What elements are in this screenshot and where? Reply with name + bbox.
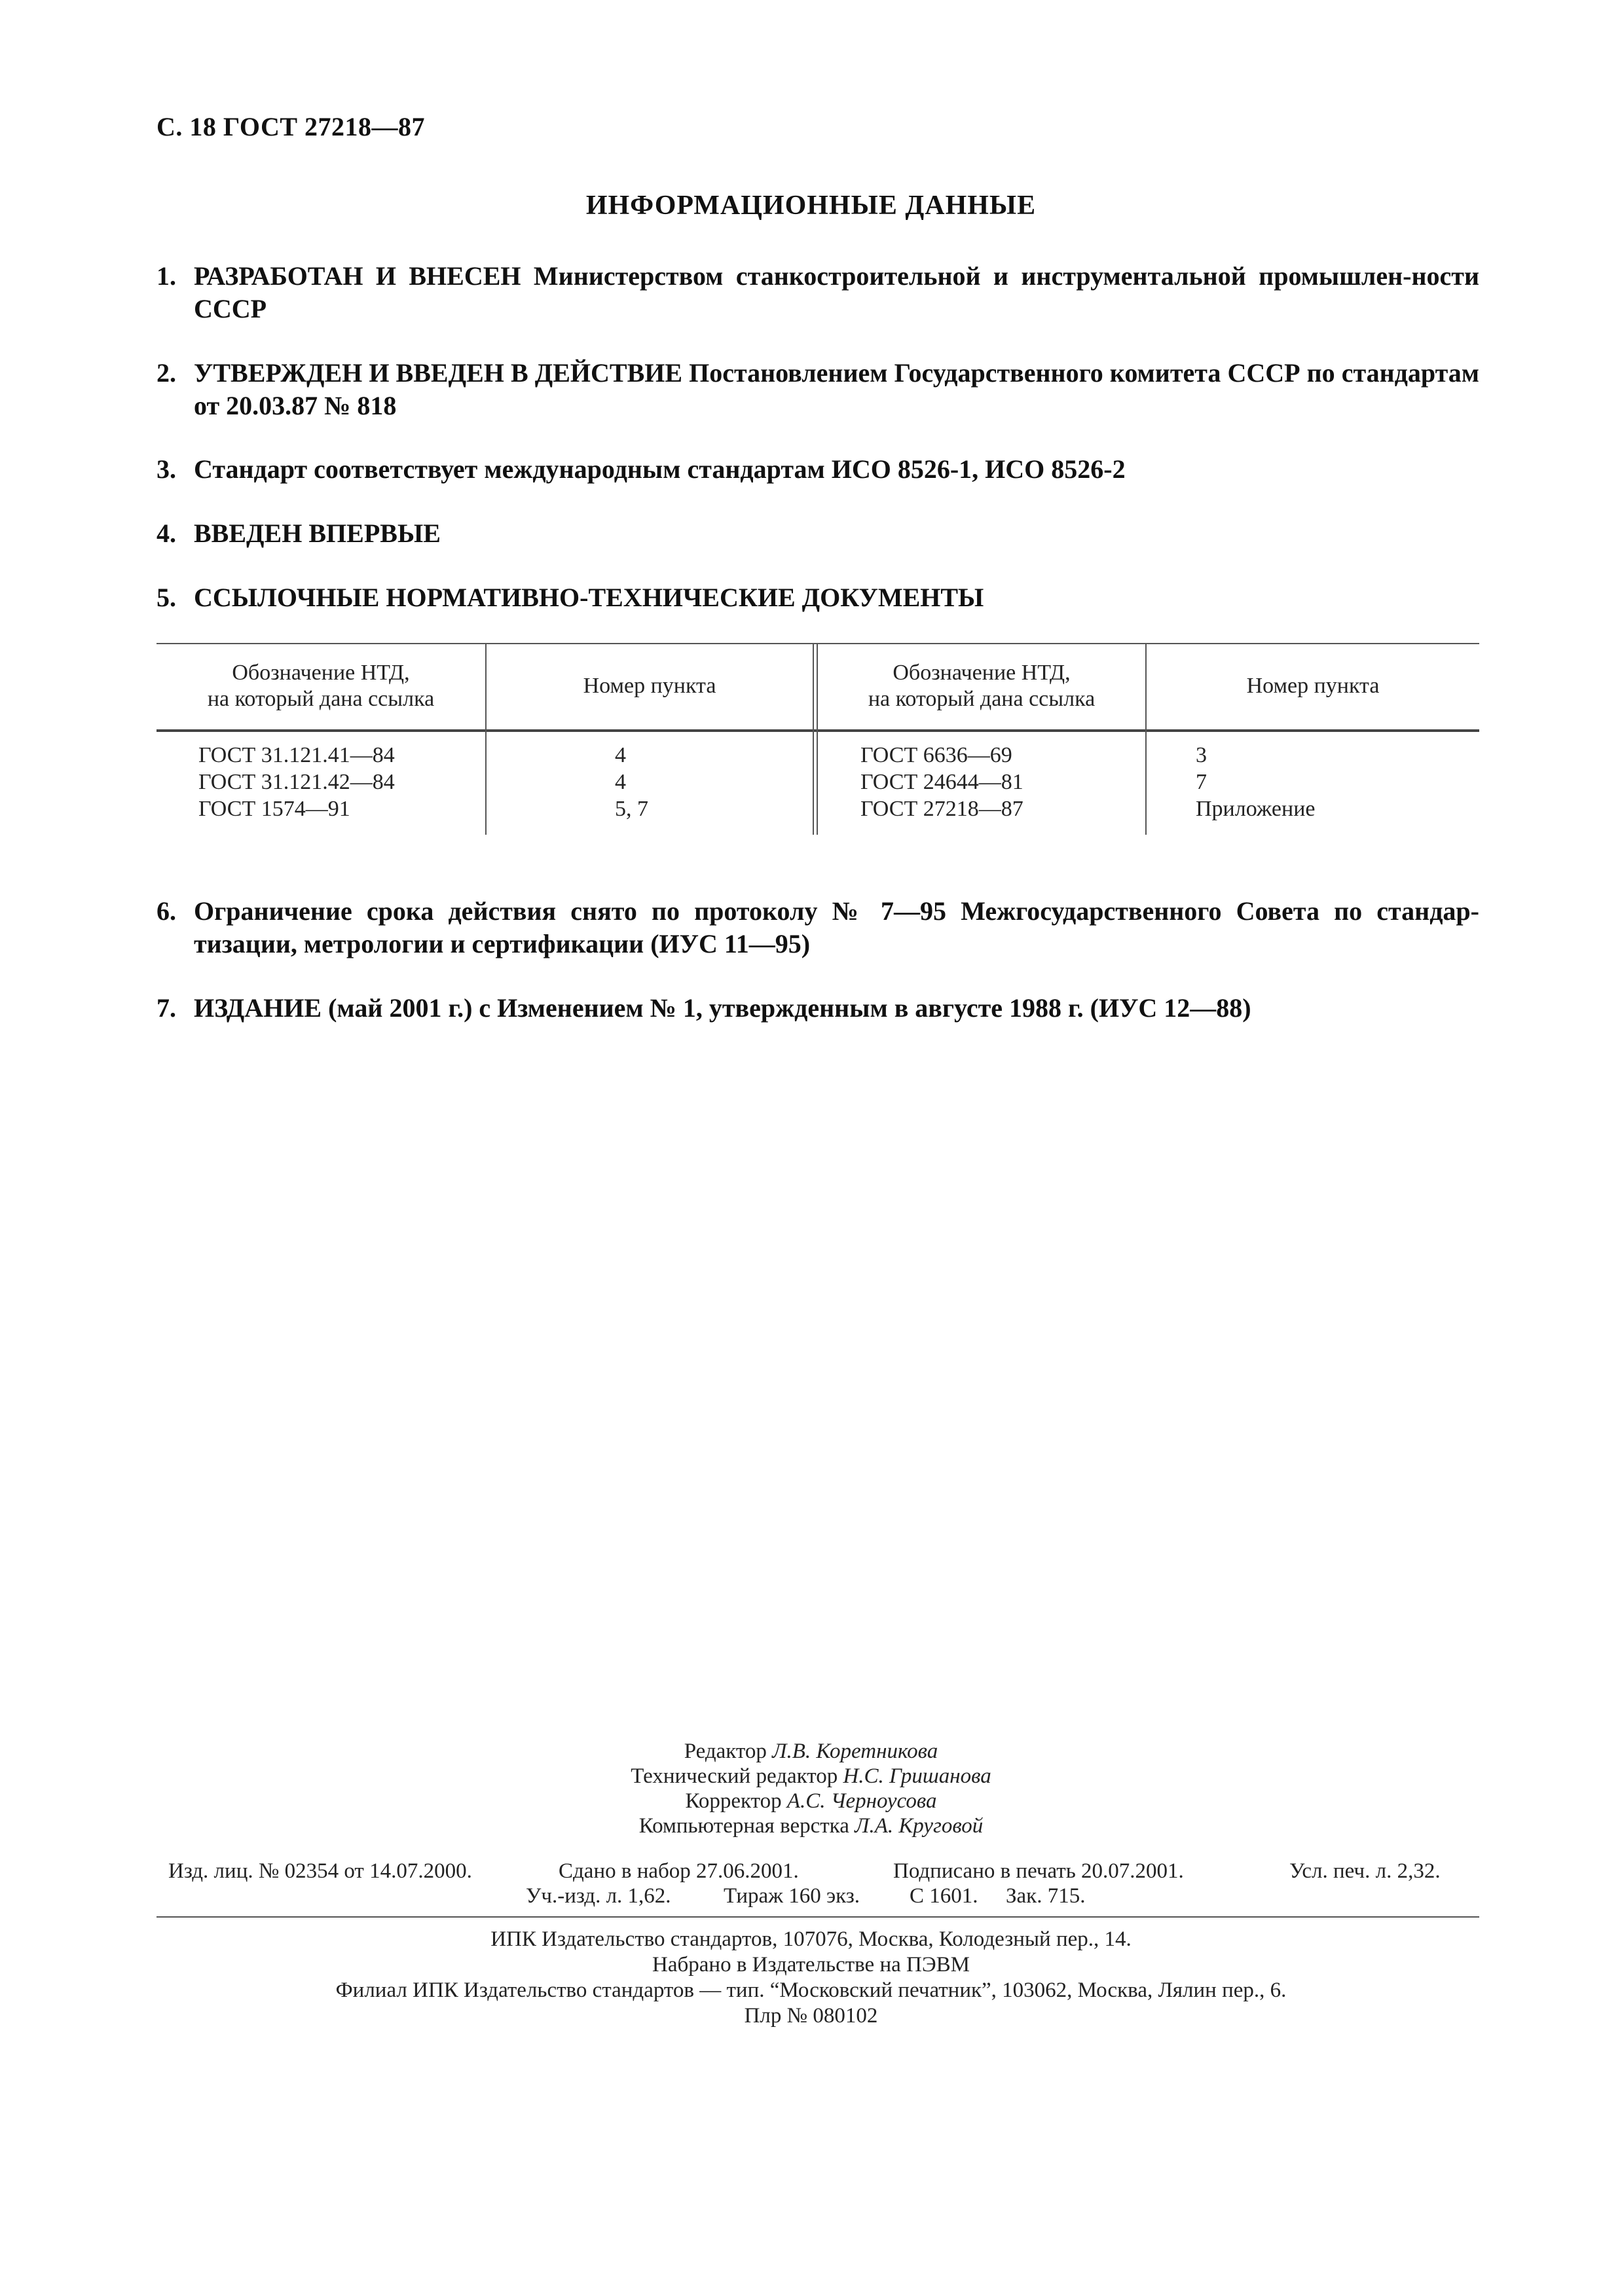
table-header-ntd: Обозначение НТД, на который дана ссылка bbox=[207, 661, 435, 711]
print-sheets: Усл. печ. л. 2,32. bbox=[1289, 1859, 1441, 1883]
publisher-license: Изд. лиц. № 02354 от 14.07.2000. bbox=[168, 1859, 472, 1883]
document-title: ИНФОРМАЦИОННЫЕ ДАННЫЕ bbox=[585, 191, 1037, 221]
info-item-4 bbox=[157, 517, 1479, 550]
table-divider bbox=[813, 643, 814, 835]
item-number: 4. bbox=[157, 519, 176, 548]
item-number: 5. bbox=[157, 583, 176, 612]
credit-label: Корректор bbox=[685, 1789, 782, 1813]
credits-tech-editor bbox=[0, 1763, 1622, 1789]
table-col-clause-right: 3 7 Приложение bbox=[1196, 743, 1316, 821]
table-col-ntd-left: ГОСТ 31.121.41—84 ГОСТ 31.121.42—84 ГОСТ 1574—91 bbox=[198, 743, 395, 821]
item-text: ИЗДАНИЕ (май 2001 г.) с Изменением № 1, утвержденным в августе 1988 г. (ИУС 12—88) bbox=[194, 993, 1251, 1023]
item-text: РАЗРАБОТАН И ВНЕСЕН Министерством станкостроительной и инструментальной промышлен-ности СССР bbox=[194, 261, 1479, 323]
credit-label: Редактор bbox=[684, 1740, 767, 1763]
credit-name: Н.С. Гришанова bbox=[843, 1764, 991, 1788]
signed-date: Подписано в печать 20.07.2001. bbox=[893, 1859, 1184, 1883]
item-text: УТВЕРЖДЕН И ВВЕДЕН В ДЕЙСТВИЕ Постановлением Государственного комитета СССР по стандартам от 20.03.87 № 818 bbox=[194, 358, 1479, 420]
item-text: Стандарт соответствует международным стандартам ИСО 8526-1, ИСО 8526-2 bbox=[194, 454, 1126, 484]
table-header-rule bbox=[157, 729, 1479, 732]
credit-label: Технический редактор bbox=[631, 1764, 838, 1788]
credit-name: А.С. Черноусова bbox=[786, 1789, 937, 1813]
info-item-7 bbox=[157, 992, 1479, 1025]
order-code: С 1601. bbox=[910, 1884, 978, 1908]
publishing-sheets: Уч.-изд. л. 1,62. bbox=[526, 1884, 671, 1908]
imprint-line-1: ИПК Издательство стандартов, 107076, Москва, Колодезный пер., 14. bbox=[490, 1927, 1132, 1951]
credit-name: Л.А. Круговой bbox=[855, 1814, 984, 1838]
item-number: 6. bbox=[157, 896, 176, 926]
imprint-line-3: Филиал ИПК Издательство стандартов — тип. “Московский печатник”, 103062, Москва, Лялин пер., 6. bbox=[335, 1978, 1287, 2002]
table-col-ntd-right: ГОСТ 6636—69 ГОСТ 24644—81 ГОСТ 27218—87 bbox=[860, 743, 1023, 821]
table-header-clause: Номер пункта bbox=[1246, 674, 1380, 698]
table-header-clause: Номер пункта bbox=[583, 674, 716, 698]
imprint-rule bbox=[157, 1916, 1479, 1918]
item-text: ВВЕДЕН ВПЕРВЫЕ bbox=[194, 519, 441, 548]
info-item-1 bbox=[157, 260, 1479, 325]
item-number: 1. bbox=[157, 261, 176, 291]
table-col-clause-left: 4 4 5, 7 bbox=[615, 743, 648, 821]
info-item-3 bbox=[157, 453, 1479, 486]
credits-layout bbox=[0, 1813, 1622, 1839]
credits-corrector bbox=[0, 1788, 1622, 1814]
imprint-line-2: Набрано в Издательстве на ПЭВМ bbox=[652, 1953, 970, 1977]
item-text: ССЫЛОЧНЫЕ НОРМАТИВНО-ТЕХНИЧЕСКИЕ ДОКУМЕНТЫ bbox=[194, 583, 984, 612]
page-header: С. 18 ГОСТ 27218—87 bbox=[157, 112, 426, 141]
credits-editor bbox=[0, 1738, 1622, 1764]
item-number: 7. bbox=[157, 993, 176, 1023]
submitted-date: Сдано в набор 27.06.2001. bbox=[559, 1859, 799, 1883]
table-header-ntd: Обозначение НТД, на который дана ссылка bbox=[868, 661, 1096, 711]
print-run: Тираж 160 экз. bbox=[724, 1884, 860, 1908]
info-item-2 bbox=[157, 357, 1479, 422]
info-item-6 bbox=[157, 895, 1479, 960]
item-number: 3. bbox=[157, 454, 176, 484]
reference-documents-table bbox=[157, 643, 1479, 835]
order-number: Зак. 715. bbox=[1006, 1884, 1086, 1908]
credit-name: Л.В. Коретникова bbox=[772, 1740, 938, 1763]
item-number: 2. bbox=[157, 358, 176, 388]
item-text: Ограничение срока действия снято по протоколу № 7—95 Межгосударственного Совета по стандар-тизации, метрологии и сертификации (ИУС 11—95) bbox=[194, 896, 1479, 958]
imprint-line-4: Плр № 080102 bbox=[744, 2004, 878, 2028]
credit-label: Компьютерная верстка bbox=[638, 1814, 849, 1838]
info-item-5 bbox=[157, 581, 1479, 614]
